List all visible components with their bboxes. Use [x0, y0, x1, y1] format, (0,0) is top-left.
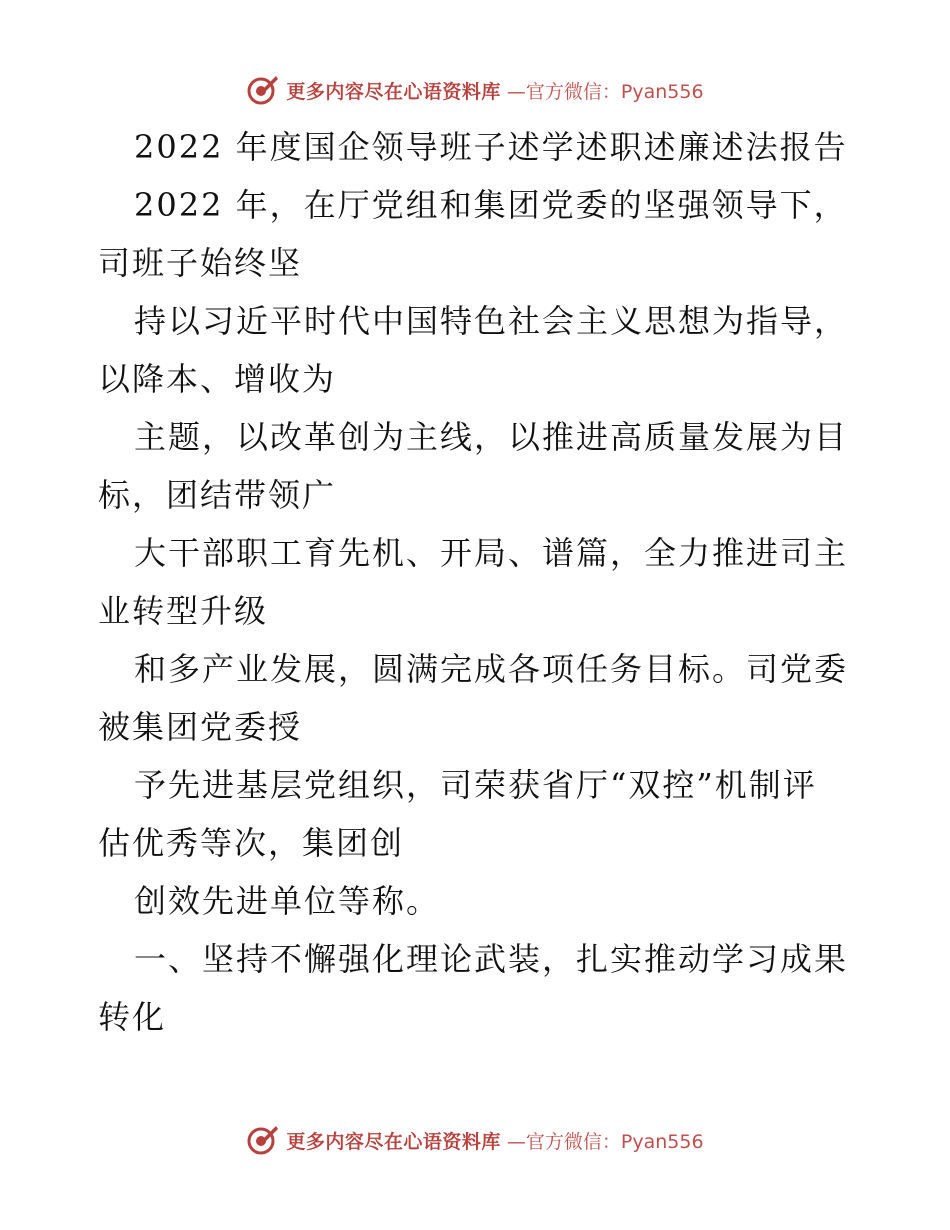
text-line: 予先进基层党组织，司荣获省厅“双控”机制评 [134, 766, 817, 804]
section-heading: 一、坚持不懈强化理论武装，扎实推动学习成果 [134, 940, 849, 978]
banner-brand-text: 更多内容尽在心语资料库 [286, 1130, 501, 1153]
document-body [98, 118, 858, 1046]
quill-logo-icon [246, 1123, 280, 1157]
banner-brand-text: 更多内容尽在心语资料库 [286, 80, 501, 103]
text-line: 持以习近平时代中国特色社会主义思想为指导， [134, 302, 849, 340]
text-line: 估优秀等次，集团创 [98, 824, 405, 862]
text-line: 以降本、增收为 [98, 360, 337, 398]
banner-contact-text: —官方微信：Pyan556 [506, 1130, 704, 1153]
text-line: 被集团党委授 [98, 708, 303, 746]
text-line: 标，团结带领广 [98, 476, 337, 514]
text-line: 业转型升级 [98, 592, 269, 630]
header-watermark-banner [0, 70, 950, 110]
text-line: 主题，以改革创为主线，以推进高质量发展为目 [134, 418, 849, 456]
banner-contact-text: —官方微信：Pyan556 [506, 80, 704, 103]
text-line: 创效先进单位等称。 [134, 882, 441, 920]
quill-logo-icon [246, 73, 280, 107]
text-line: 和多产业发展，圆满完成各项任务目标。司党委 [134, 650, 849, 688]
footer-watermark-banner [0, 1120, 950, 1160]
text-line: 大干部职工育先机、开局、谱篇，全力推进司主 [134, 534, 849, 572]
document-title: 2022 年度国企领导班子述学述职述廉述法报告 [134, 128, 848, 166]
text-line: 司班子始终坚 [98, 244, 303, 282]
text-line: 转化 [98, 998, 167, 1036]
text-line: 2022 年，在厅党组和集团党委的坚强领导下， [134, 186, 848, 224]
